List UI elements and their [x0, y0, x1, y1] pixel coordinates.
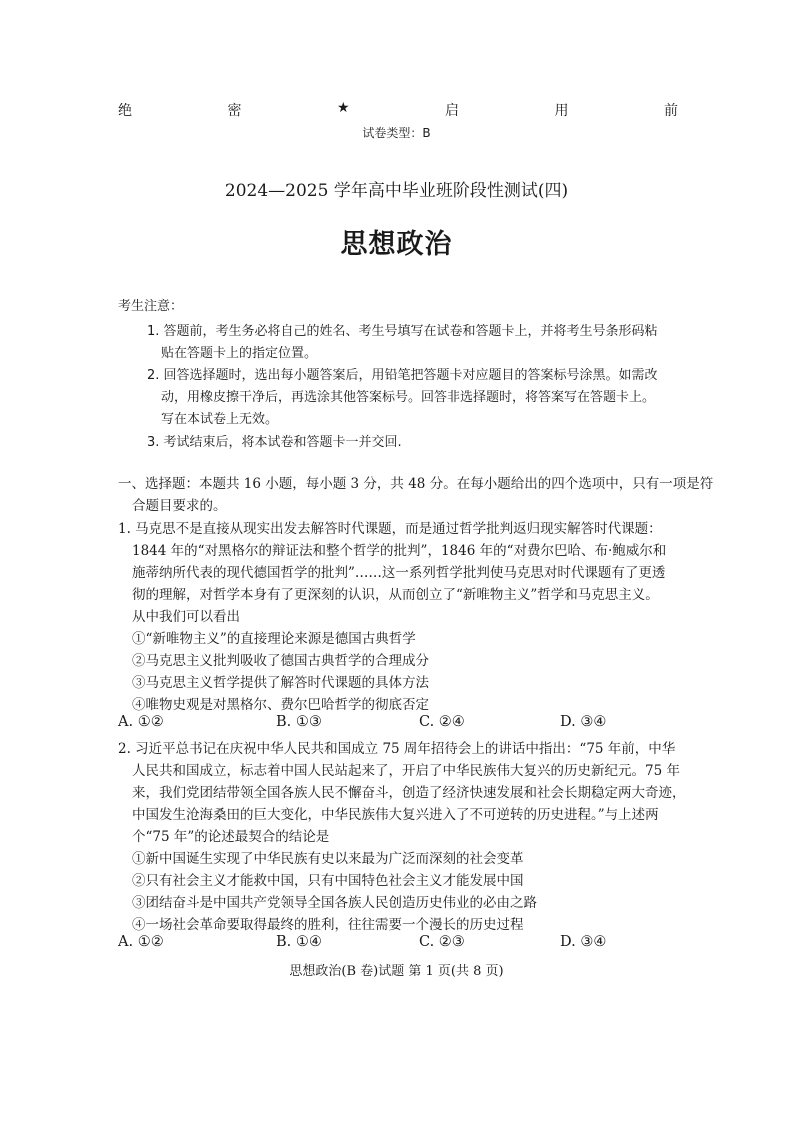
secret-char: 绝: [118, 103, 132, 119]
notice-title: 考生注意：: [118, 299, 184, 314]
notice-line: 写在本试卷上无效。: [161, 412, 279, 427]
option-b: B. ①③: [276, 714, 322, 730]
secret-char: 密: [227, 103, 242, 119]
notice-line: 3. 考试结束后，将本试卷和答题卡一并交回.: [147, 435, 402, 450]
question-text: 施蒂纳所代表的现代德国哲学的批判”……这一系列哲学批判使马克思对时代课题有了更透: [132, 565, 666, 581]
subject-title: 思想政治: [340, 229, 453, 260]
option-a: A. ①②: [118, 934, 164, 950]
statement: ③团结奋斗是中国共产党领导全国各族人民创造历史伟业的必由之路: [132, 895, 537, 911]
notice-line: 1. 答题前，考生务必将自己的姓名、考生号填写在试卷和答题卡上，并将考生号条形码粘: [147, 324, 658, 339]
option-a: A. ①②: [118, 714, 164, 730]
exam-title: 2024—2025 学年高中毕业班阶段性测试(四): [224, 181, 569, 201]
confidentiality-mark: [118, 100, 678, 120]
option-d: D. ③④: [560, 934, 607, 950]
notice-line: 2. 回答选择题时，选出每小题答案后，用铅笔把答题卡对应题目的答案标号涂黑。如需改: [147, 368, 658, 383]
question-text: 中国发生沧海桑田的巨大变化，中华民族伟大复兴进入了不可逆转的历史进程。”与上述两: [132, 807, 659, 823]
star-icon: ★: [336, 100, 350, 116]
option-c: C. ②④: [419, 714, 465, 730]
option-b: B. ①④: [276, 934, 322, 950]
paper-type: 试卷类型：B: [362, 126, 431, 140]
option-d: D. ③④: [560, 714, 607, 730]
notice-line: 贴在答题卡上的指定位置。: [161, 346, 318, 361]
question-text: 2. 习近平总书记在庆祝中华人民共和国成立 75 周年招待会上的讲话中指出：“75 年前，中华: [118, 741, 676, 757]
statement: ②马克思主义批判吸收了德国古典哲学的合理成分: [132, 653, 429, 669]
section-heading: 一、选择题：本题共 16 小题，每小题 3 分，共 48 分。在每小题给出的四个选项中，只有一项是符: [118, 476, 714, 492]
question-text: 1. 马克思不是直接从现实出发去解答时代课题，而是通过哲学批判返归现实解答时代课题：: [118, 521, 662, 537]
notice-line: 动，用橡皮擦干净后，再选涂其他答案标号。回答非选择题时，将答案写在答题卡上。: [161, 390, 656, 405]
question-text: 来，我们党团结带领全国各族人民不懈奋斗，创造了经济快速发展和社会长期稳定两大奇迹，: [132, 785, 686, 801]
option-c: C. ②③: [419, 934, 465, 950]
statement: ④唯物史观是对黑格尔、费尔巴哈哲学的彻底否定: [132, 697, 429, 713]
statement: ②只有社会主义才能救中国，只有中国特色社会主义才能发展中国: [132, 873, 524, 889]
secret-char: 启: [445, 103, 460, 119]
question-text: 人民共和国成立，标志着中国人民站起来了，开启了中华民族伟大复兴的历史新纪元。75 年: [132, 763, 680, 779]
question-text: 个“75 年”的论述最契合的结论是: [132, 829, 330, 845]
secret-char: 用: [554, 103, 569, 119]
statement: ③马克思主义哲学提供了解答时代课题的具体方法: [132, 675, 429, 691]
section-heading: 合题目要求的。: [132, 498, 227, 514]
question-text: 从中我们可以看出: [132, 609, 240, 625]
statement: ①“新唯物主义”的直接理论来源是德国古典哲学: [132, 631, 416, 647]
statement: ④一场社会革命要取得最终的胜利，往往需要一个漫长的历史过程: [132, 917, 524, 933]
question-text: 彻的理解，对哲学本身有了更深刻的认识，从而创立了“新唯物主义”哲学和马克思主义。: [132, 587, 659, 603]
question-text: 1844 年的“对黑格尔的辩证法和整个哲学的批判”，1846 年的“对费尔巴哈、布·鲍威尔和: [132, 543, 667, 559]
statement: ①新中国诞生实现了中华民族有史以来最为广泛而深刻的社会变革: [132, 851, 524, 867]
page-footer: 思想政治(B 卷)试题 第 1 页(共 8 页): [289, 964, 504, 979]
secret-char: 前: [663, 103, 678, 119]
